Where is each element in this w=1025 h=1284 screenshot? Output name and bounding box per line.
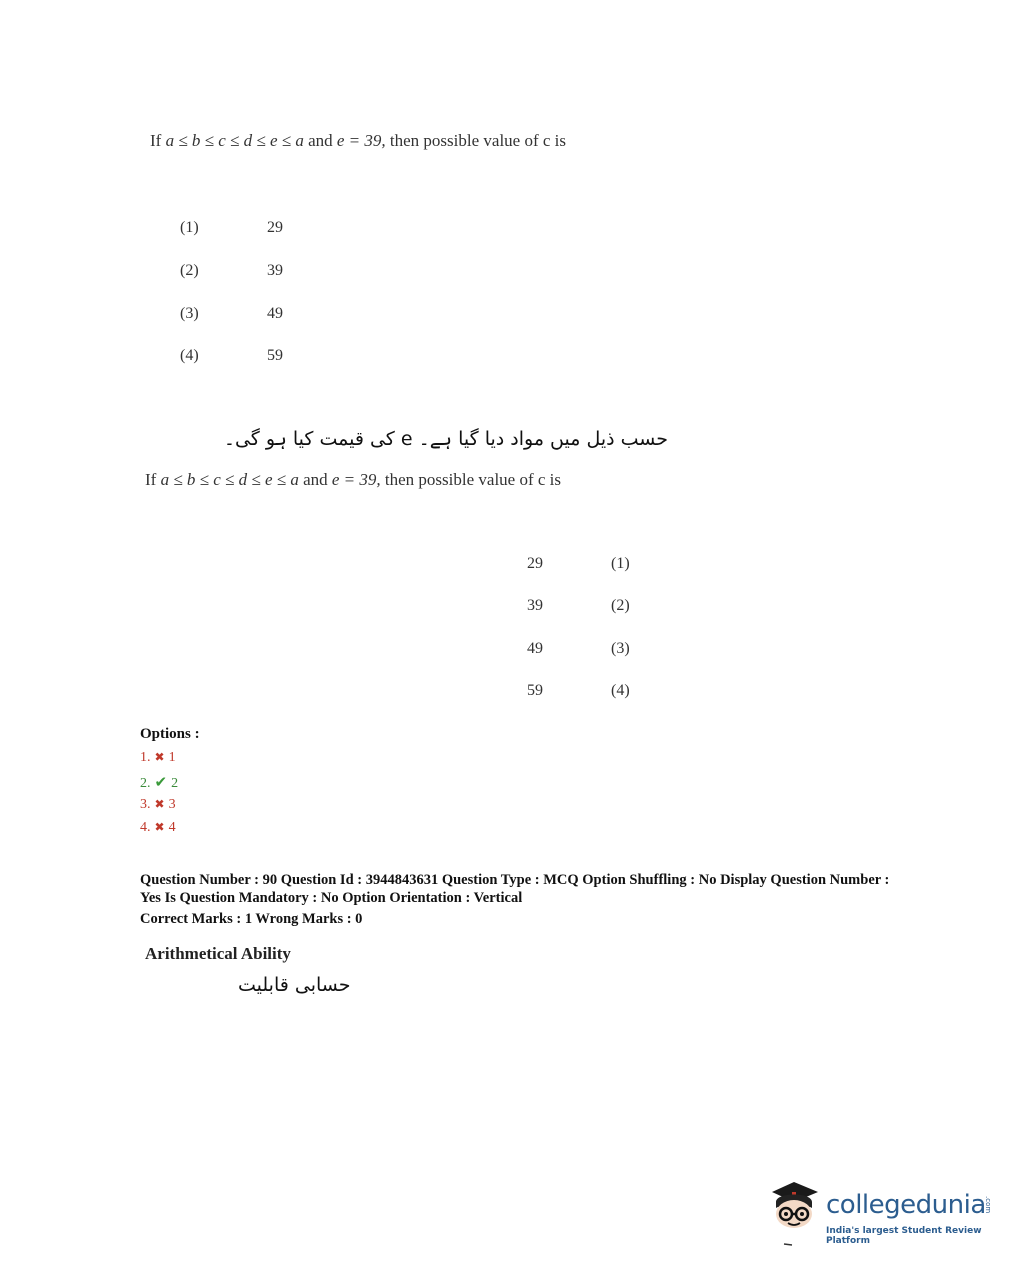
response-option-1: 1. ✖ 1 [140,750,176,765]
option-ur-4-number: (4) [611,682,630,699]
collegedunia-logo [766,1178,996,1248]
response-option-4: 4. ✖ 4 [140,820,176,835]
section-title-ur: حسابی قابلیت [238,974,351,996]
option-en-1-number: (1) [180,219,199,236]
options-title: Options : [140,726,200,742]
option-ur-3-number: (3) [611,640,630,657]
option-ur-4-value: 59 [527,682,543,699]
option-ur-3-value: 49 [527,640,543,657]
marks-metadata: Correct Marks : 1 Wrong Marks : 0 [140,911,363,927]
option-en-4-value: 59 [267,347,283,364]
cross-icon: ✖ [154,820,165,834]
option-en-2-value: 39 [267,262,283,279]
option-ur-1-number: (1) [611,555,630,572]
logo-tagline: India's largest Student Review Platform [826,1226,982,1246]
logo-domain: .com [984,1196,992,1214]
option-ur-2-number: (2) [611,597,630,614]
response-option-3: 3. ✖ 3 [140,797,176,812]
question-text-en-repeat: If a ≤ b ≤ c ≤ d ≤ e ≤ a and e = 39, then possible value of c is [145,470,562,489]
logo-wordmark: collegedunia [826,1190,986,1220]
option-en-2-number: (2) [180,262,199,279]
option-en-3-number: (3) [180,305,199,322]
section-title-en: Arithmetical Ability [145,944,291,963]
question-text-ur: حسب ذیل میں مواد دیا گیا ہے۔ e کی قیمت کیا ہو گی۔ [223,428,668,450]
checkmark-icon: ✔ [154,775,168,791]
option-en-4-number: (4) [180,347,199,364]
option-ur-1-value: 29 [527,555,543,572]
cross-icon: ✖ [154,797,165,811]
option-en-3-value: 49 [267,305,283,322]
option-en-1-value: 29 [267,219,283,236]
mascot-icon [766,1178,824,1248]
cross-icon: ✖ [154,750,165,764]
question-metadata: Question Number : 90 Question Id : 3944843631 Question Type : MCQ Option Shuffling : No Display Question Number : Yes Is Question Mandatory : No Option Orientation : Vertical [140,872,890,906]
question-text-en: If a ≤ b ≤ c ≤ d ≤ e ≤ a and e = 39, then possible value of c is [150,131,567,150]
option-ur-2-value: 39 [527,597,543,614]
response-option-2: 2. ✔ 2 [140,775,179,791]
